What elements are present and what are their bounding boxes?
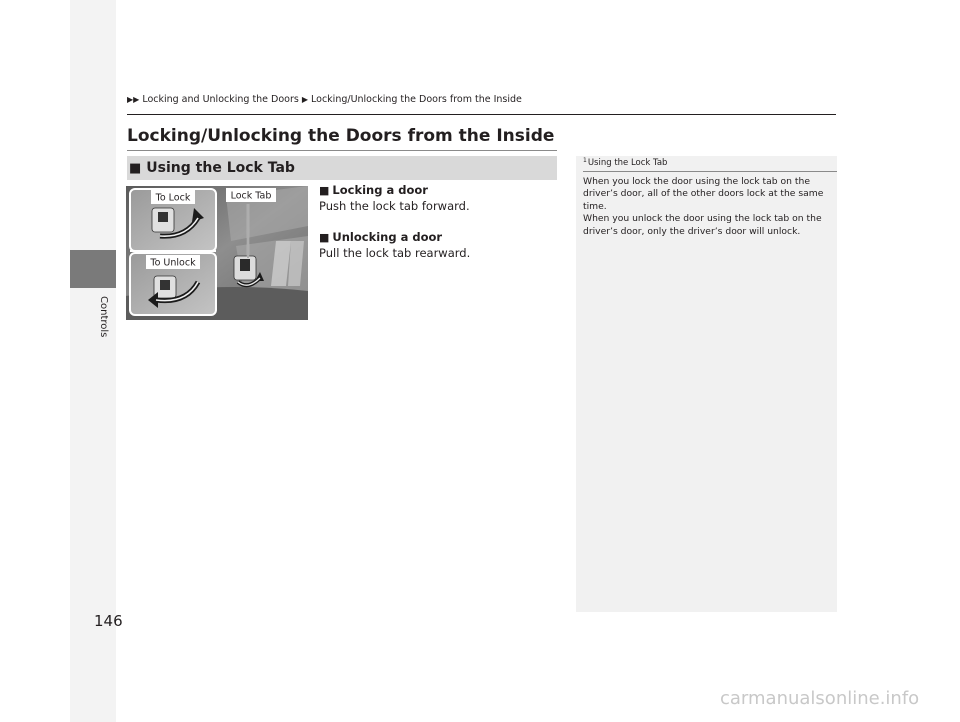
note-paragraph: When you unlock the door using the lock tab on the driver’s door, only the driver’s door will unlock. xyxy=(583,213,822,237)
note-title: 1 Using the Lock Tab xyxy=(583,157,668,168)
title-rule xyxy=(127,150,557,151)
header-rule xyxy=(127,114,836,115)
note-rule xyxy=(583,171,837,172)
section-heading xyxy=(127,156,557,180)
page-number: 146 xyxy=(94,612,123,630)
square-bullet-icon: ■ xyxy=(319,184,330,197)
breadcrumb-arrow-icon: ▶▶ xyxy=(127,95,140,104)
lock-tab-illustration xyxy=(126,186,308,320)
note-paragraph: When you lock the door using the lock tab on the driver’s door, all of the other doors lock at the same time. xyxy=(583,176,824,212)
to-lock-label: To Lock xyxy=(155,192,191,204)
square-bullet-icon: ■ xyxy=(129,160,142,176)
page-title: Locking/Unlocking the Doors from the Inside xyxy=(127,126,555,146)
unlocking-heading: ■ Unlocking a door xyxy=(319,230,443,244)
square-bullet-icon: ■ xyxy=(319,231,330,244)
breadcrumb xyxy=(127,94,522,105)
section-heading-text: Using the Lock Tab xyxy=(146,160,295,176)
locking-text: Push the lock tab forward. xyxy=(319,199,470,213)
breadcrumb-item[interactable]: Locking and Unlocking the Doors xyxy=(142,94,299,105)
locking-heading: ■ Locking a door xyxy=(319,183,428,197)
side-tab-marker xyxy=(70,250,116,288)
breadcrumb-arrow-icon: ▶ xyxy=(301,95,309,104)
side-section-label: Controls xyxy=(98,296,109,338)
unlocking-text: Pull the lock tab rearward. xyxy=(319,246,471,260)
breadcrumb-item[interactable]: Locking/Unlocking the Doors from the Inside xyxy=(311,94,522,105)
lock-tab-label: Lock Tab xyxy=(230,190,272,202)
to-unlock-label: To Unlock xyxy=(150,257,196,269)
note-number: 1 xyxy=(583,157,587,164)
note-body xyxy=(583,176,833,238)
watermark: carmanualsonline.info xyxy=(720,688,920,709)
